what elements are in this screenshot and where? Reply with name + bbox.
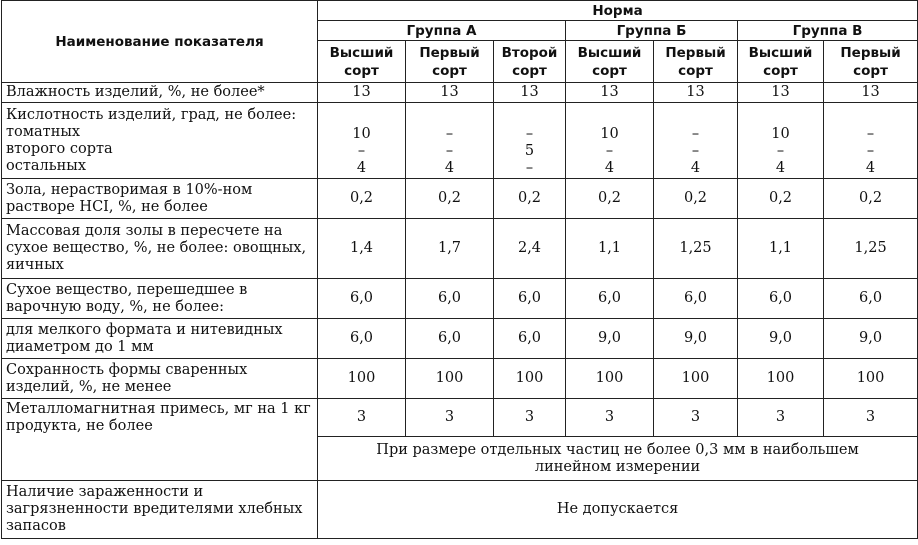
- value: 5: [524, 143, 535, 159]
- value: –: [605, 143, 614, 159]
- metal-note: При размере отдельных частиц не более 0,3 мм в наибольшем линейном измерении: [318, 437, 918, 481]
- value-cell: 6,0: [566, 279, 654, 319]
- header-row-norm: [2, 1, 918, 21]
- value-cell: [824, 103, 918, 179]
- value-cell: 100: [318, 359, 406, 399]
- value-cell: 3: [494, 399, 566, 437]
- value-cell: 0,2: [824, 179, 918, 219]
- group-b-header: Группа Б: [566, 21, 738, 41]
- value-cell: 6,0: [494, 319, 566, 359]
- quality-norms-table: [1, 0, 918, 539]
- grade-header: Высший сорт: [318, 41, 406, 83]
- value: –: [691, 126, 700, 142]
- value-cell: 3: [406, 399, 494, 437]
- value-cell: 3: [318, 399, 406, 437]
- value-cell: 0,2: [566, 179, 654, 219]
- norm-header: Норма: [318, 1, 918, 21]
- value: 4: [865, 160, 876, 176]
- value-cell: 1,1: [738, 219, 824, 279]
- grade-header: Высший сорт: [738, 41, 824, 83]
- value: –: [776, 143, 785, 159]
- value-cell: 1,25: [654, 219, 738, 279]
- value-cell: 1,4: [318, 219, 406, 279]
- grade-header: Второй сорт: [494, 41, 566, 83]
- indicator-header: Наименование показателя: [2, 1, 318, 83]
- value-cell: 100: [406, 359, 494, 399]
- value-cell: 9,0: [738, 319, 824, 359]
- value: –: [525, 160, 534, 176]
- value-cell: 6,0: [406, 319, 494, 359]
- value: –: [866, 143, 875, 159]
- value-cell: 13: [566, 83, 654, 103]
- value-cell: 2,4: [494, 219, 566, 279]
- grade-header: Первый сорт: [406, 41, 494, 83]
- value-cell: 13: [406, 83, 494, 103]
- value-cell: 9,0: [566, 319, 654, 359]
- row-metal: [2, 399, 918, 437]
- group-a-header: Группа А: [318, 21, 566, 41]
- pests-value: Не допускается: [318, 481, 918, 539]
- acidity-sub-tomato: томатных: [6, 123, 81, 140]
- value-cell: 1,1: [566, 219, 654, 279]
- value: 4: [356, 160, 367, 176]
- value-cell: 100: [566, 359, 654, 399]
- row-ash-mass: [2, 219, 918, 279]
- value-cell: 1,25: [824, 219, 918, 279]
- value: –: [357, 143, 366, 159]
- value-cell: [738, 103, 824, 179]
- indicator-name: Массовая доля золы в пересчете на сухое вещество, %, не более: овощных, яичных: [2, 219, 318, 279]
- value-cell: 13: [738, 83, 824, 103]
- value-cell: 0,2: [738, 179, 824, 219]
- value: 4: [444, 160, 455, 176]
- indicator-name: Сухое вещество, перешедшее в варочную воду, %, не более:: [2, 279, 318, 319]
- acidity-sub-other: остальных: [6, 157, 87, 174]
- value-cell: [654, 103, 738, 179]
- value: 4: [775, 160, 786, 176]
- indicator-name: для мелкого формата и нитевидных диаметром до 1 мм: [2, 319, 318, 359]
- value-cell: 6,0: [406, 279, 494, 319]
- value-cell: 9,0: [654, 319, 738, 359]
- grade-header: Первый сорт: [654, 41, 738, 83]
- value-cell: 0,2: [406, 179, 494, 219]
- value-cell: 13: [494, 83, 566, 103]
- value: –: [525, 126, 534, 142]
- grade-header: Первый сорт: [824, 41, 918, 83]
- value: –: [866, 126, 875, 142]
- value: 10: [352, 126, 371, 142]
- value: –: [691, 143, 700, 159]
- value-cell: 6,0: [824, 279, 918, 319]
- row-ash: [2, 179, 918, 219]
- row-pests: [2, 481, 918, 539]
- indicator-name: [2, 103, 318, 179]
- value-cell: 1,7: [406, 219, 494, 279]
- indicator-name: Зола, нерастворимая в 10%-ном растворе HCI, %, не более: [2, 179, 318, 219]
- acidity-sub-second: второго сорта: [6, 140, 113, 157]
- value: 4: [690, 160, 701, 176]
- row-dry-matter-small: [2, 319, 918, 359]
- row-acidity: [2, 103, 918, 179]
- value-cell: 13: [654, 83, 738, 103]
- value: –: [445, 143, 454, 159]
- value-cell: 6,0: [318, 279, 406, 319]
- value-cell: 6,0: [318, 319, 406, 359]
- acidity-title: Кислотность изделий, град, не более:: [6, 106, 297, 123]
- indicator-name: Наличие зараженности и загрязненности вредителями хлебных запасов: [2, 481, 318, 539]
- row-shape: [2, 359, 918, 399]
- value-cell: 0,2: [654, 179, 738, 219]
- value-cell: 100: [738, 359, 824, 399]
- value-cell: 0,2: [494, 179, 566, 219]
- group-v-header: Группа В: [738, 21, 918, 41]
- value-cell: 6,0: [654, 279, 738, 319]
- value-cell: [406, 103, 494, 179]
- value-cell: 13: [318, 83, 406, 103]
- row-dry-matter: [2, 279, 918, 319]
- value-cell: 3: [654, 399, 738, 437]
- indicator-name: Сохранность формы сваренных изделий, %, не менее: [2, 359, 318, 399]
- value-cell: 6,0: [494, 279, 566, 319]
- value-cell: 100: [824, 359, 918, 399]
- row-humidity: [2, 83, 918, 103]
- value-cell: [318, 103, 406, 179]
- value-cell: [566, 103, 654, 179]
- value-cell: 100: [494, 359, 566, 399]
- grade-header: Высший сорт: [566, 41, 654, 83]
- value-cell: 13: [824, 83, 918, 103]
- value: 10: [600, 126, 619, 142]
- value: 4: [604, 160, 615, 176]
- value: 10: [771, 126, 790, 142]
- value-cell: 3: [566, 399, 654, 437]
- value-cell: 3: [824, 399, 918, 437]
- value-cell: 0,2: [318, 179, 406, 219]
- value-cell: 9,0: [824, 319, 918, 359]
- indicator-name: Влажность изделий, %, не более*: [2, 83, 318, 103]
- value-cell: 100: [654, 359, 738, 399]
- indicator-name: Металломагнитная примесь, мг на 1 кг продукта, не более: [2, 399, 318, 481]
- value-cell: 6,0: [738, 279, 824, 319]
- value-cell: 3: [738, 399, 824, 437]
- value: –: [445, 126, 454, 142]
- value-cell: [494, 103, 566, 179]
